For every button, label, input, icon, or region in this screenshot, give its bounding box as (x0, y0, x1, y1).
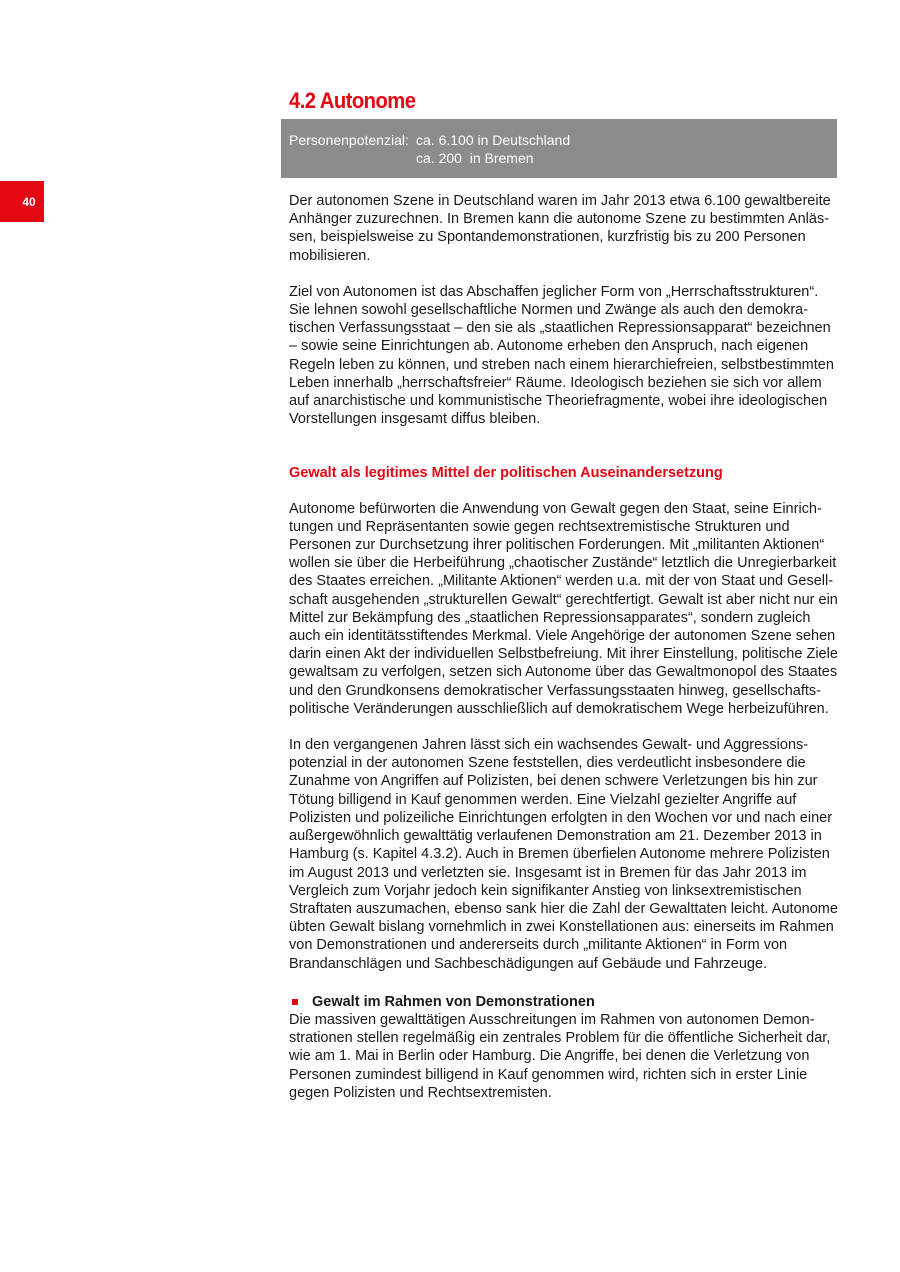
bullet-square-icon (292, 999, 298, 1005)
page-number-tab (0, 181, 44, 222)
info-label: Personenpotenzial: (289, 132, 409, 148)
info-label-spacer (289, 149, 416, 167)
person-potential-box (281, 119, 837, 178)
body-text (289, 192, 841, 1120)
page-number: 40 (22, 194, 36, 209)
section-title: 4.2 Autonome (289, 88, 416, 113)
info-row-bremen (289, 149, 837, 167)
paragraph-5: Die massiven gewalttätigen Ausschreitungen im Rahmen von autonomen Demonstrationen stellen regelmäßig ein zentrales Problem für die öffentliche Sicherheit dar, wie am 1. Mai in Berlin oder Hamburg. Die Angriffe, bei denen die Verletzung von Personen zumindest billigend in Kauf genommen wird, richten sich in erster Linie gegen Polizisten und Rechtsextremisten. (289, 1011, 831, 1101)
info-value-bremen: ca. 200 in Bremen (416, 150, 534, 166)
bullet-heading-demonstrations (289, 993, 841, 1011)
section-header (289, 86, 841, 116)
paragraph-1: Der autonomen Szene in Deutschland waren im Jahr 2013 etwa 6.100 gewaltbereite Anhänger zuzurechnen. In Bremen kann die autonome Szene zu bestimmten Anlässen, beispielsweise zu Spontandemonstrationen, kurzfristig bis zu 200 Personen mobilisieren. (289, 193, 831, 264)
paragraph-2: Ziel von Autonomen ist das Abschaffen jeglicher Form von „Herrschaftsstrukturen“. Sie lehnen sowohl gesellschaftliche Normen und Zwänge als auch den demokratischen Verfassungsstaat – den sie als „staatlichen Repressionsapparat“ bezeichnen – sowie seine Einrichtungen ab. Autonome erheben den Anspruch, nach eigenen Regeln leben zu können, und streben nach einem hierarchiefreien, selbstbestimmten Leben innerhalb „herrschaftsfreier“ Räume. Ideologisch beziehen sie sich vor allem auf anarchistische und kommunistische Theoriefragmente, wobei ihre ideologischen Vorstellungen insgesamt diffus bleiben. (289, 283, 834, 428)
paragraph-4: In den vergangenen Jahren lässt sich ein wachsendes Gewalt- und Aggressionspotenzial in der autonomen Szene feststellen, dies verdeutlicht insbesondere die Zunahme von Angriffen auf Polizisten, bei denen schwere Verletzungen bis hin zur Tötung billigend in Kauf genommen werden. Eine Vielzahl gezielter Angriffe auf Polizisten und polizeiliche Einrichtungen erfolgten in den Wochen vor und nach einer außergewöhnlich gewalttätig verlaufenen Demonstration am 21. Dezember 2013 in Hamburg (s. Kapitel 4.3.2). Auch in Bremen überfielen Autonome mehrere Polizisten im August 2013 und verletzten sie. Insgesamt ist in Bremen für das Jahr 2013 im Vergleich zum Vorjahr jedoch kein signifikanter Anstieg von linksextremistischen Straftaten auszumachen, ebenso sank hier die Zahl der Gewalttaten leicht. Autonome übten Gewalt bislang vornehmlich in zwei Konstellationen aus: einerseits im Rahmen von Demonstrationen und andererseits durch „militante Aktionen“ in Form von Brandanschlägen und Sachbeschädigungen auf Gebäude und Fahrzeuge. (289, 737, 838, 972)
bullet-heading-text: Gewalt im Rahmen von Demonstrationen (312, 993, 595, 1010)
info-row-germany (289, 131, 837, 149)
paragraph-3: Autonome befürworten die Anwendung von Gewalt gegen den Staat, seine Einrichtungen und Repräsentanten sowie gegen rechtsextremistische Strukturen und Personen zur Durchsetzung ihrer politischen Forderungen. Mit „militanten Aktionen“ wollen sie über die Herbeiführung „chaotischer Zustände“ letztlich die Unregierbarkeit des Staates erreichen. „Militante Aktionen“ werden u.a. mit der von Staat und Gesellschaft ausgehenden „strukturellen Gewalt“ gerechtfertigt. Gewalt ist aber nicht nur ein Mittel zur Bekämpfung des „staatlichen Repressionsapparates“, sondern zugleich auch ein identitätsstiftendes Merkmal. Viele Angehörige der autonomen Szene sehen darin einen Akt der individuellen Selbstbefreiung. Mit ihrer Einstellung, politische Ziele gewaltsam zu verfolgen, setzen sich Autonome über das Gewaltmonopol des Staates und den Grundkonsens demokratischer Verfassungsstaaten hinweg, gesellschaftspolitische Veränderungen ausschließlich auf demokratischem Wege herbeizuführen. (289, 500, 838, 717)
subheading-violence: Gewalt als legitimes Mittel der politischen Auseinandersetzung (289, 465, 723, 482)
info-value-germany: ca. 6.100 in Deutschland (416, 132, 571, 148)
